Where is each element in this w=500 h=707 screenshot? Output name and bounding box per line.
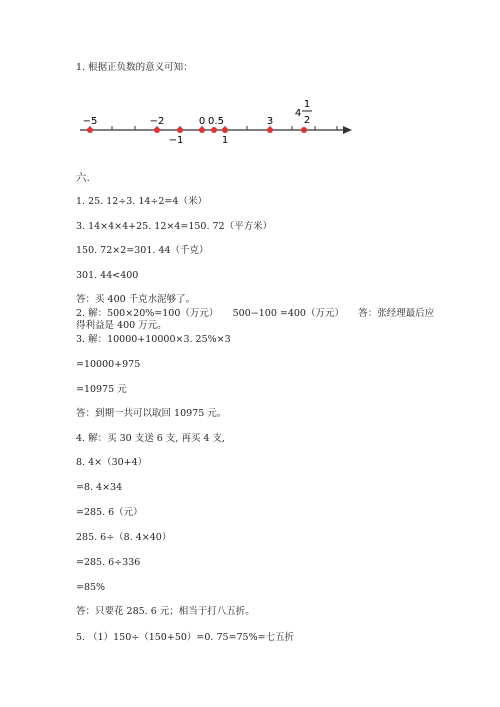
answer-line: 285. 6÷（8. 4×40） bbox=[76, 532, 172, 543]
number-line-arrowhead bbox=[343, 126, 352, 134]
label-neg1: −1 bbox=[168, 135, 184, 146]
answer-line: 8. 4×（30+4） bbox=[76, 457, 148, 468]
answer-line: =8. 4×34 bbox=[76, 482, 123, 493]
label-neg5: −5 bbox=[82, 116, 98, 127]
point-zero bbox=[199, 127, 205, 133]
number-line-diagram bbox=[0, 0, 500, 160]
point-neg2 bbox=[154, 127, 160, 133]
answer-line: =85% bbox=[76, 582, 106, 593]
answer-line: 5. （1）150÷（150+50）=0. 75=75%=七五折 bbox=[76, 632, 295, 643]
answer-line: 4. 解：买 30 支送 6 支, 再买 4 支, bbox=[76, 433, 225, 444]
answer-line: =285. 6÷336 bbox=[76, 557, 141, 568]
answer-line: 3. 14×4×4+25. 12×4=150. 72（平方米） bbox=[76, 221, 273, 232]
question-header: 1. 根据正负数的意义可知： bbox=[76, 62, 193, 73]
label-neg2: −2 bbox=[149, 116, 165, 127]
label-zero: 0 bbox=[198, 116, 206, 127]
answer-line: 150. 72×2=301. 44（千克） bbox=[76, 245, 209, 256]
point-0-5 bbox=[211, 127, 217, 133]
answer-line: 3. 解：10000+10000×3. 25%×3 bbox=[76, 334, 231, 345]
fraction-denominator: 2 bbox=[303, 115, 311, 126]
section-heading: 六. bbox=[76, 172, 90, 184]
label-1: 1 bbox=[221, 135, 229, 146]
point-3 bbox=[267, 127, 273, 133]
point-1 bbox=[222, 127, 228, 133]
answer-line-wrapped: 2. 解：500×20%=100（万元） 500−100 =400（万元） 答：张经理最后应得利益是 400 万元。 bbox=[76, 308, 435, 331]
answer-line: 301. 44<400 bbox=[76, 270, 139, 281]
answer-line: 1. 25. 12÷3. 14÷2=4（米） bbox=[76, 196, 207, 207]
answer-line: 答：只要花 285. 6 元；相当于打八五折。 bbox=[76, 606, 255, 617]
label-0-5: 0.5 bbox=[208, 116, 224, 127]
point-neg5 bbox=[87, 127, 93, 133]
answer-line: =285. 6（元） bbox=[76, 507, 143, 518]
answer-line: 答：到期一共可以取回 10975 元。 bbox=[76, 408, 227, 419]
label-3: 3 bbox=[266, 116, 274, 127]
point-4-half bbox=[301, 127, 307, 133]
point-neg1 bbox=[177, 127, 183, 133]
fraction-numerator: 1 bbox=[303, 99, 311, 110]
answer-line: 答：买 400 千克水泥够了。 bbox=[76, 294, 196, 305]
fraction-whole: 4 bbox=[294, 108, 302, 119]
answer-line: =10975 元 bbox=[76, 384, 127, 395]
answer-line: =10000+975 bbox=[76, 359, 141, 370]
